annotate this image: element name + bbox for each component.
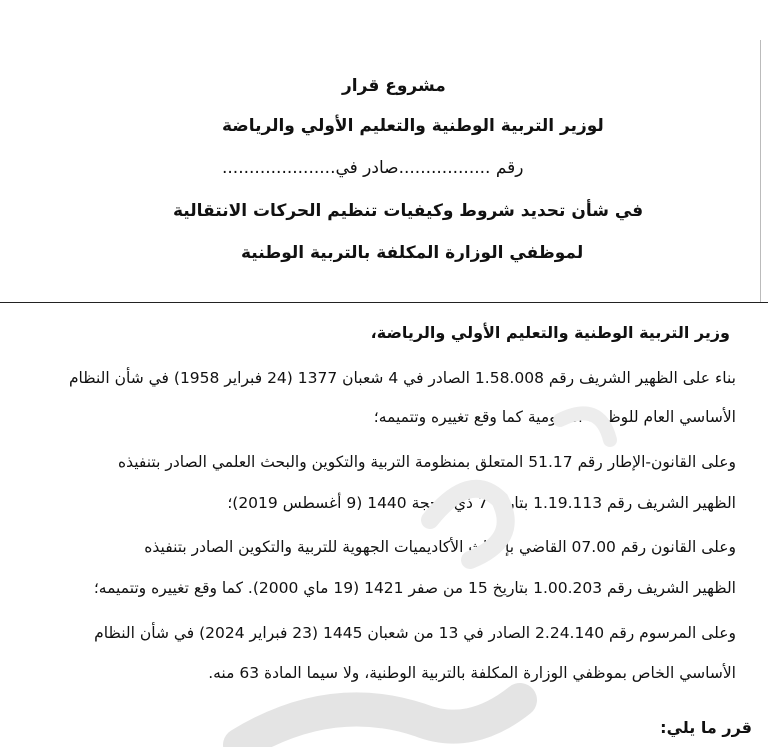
margin-rule xyxy=(760,40,761,302)
paragraph-1-line-1: بناء على الظهير الشريف رقم 1.58.008 الصادر في 4 شعبان 1377 (24 فبراير 1958) في شأن النظام xyxy=(68,369,736,387)
decree-subject-line-1: في شأن تحديد شروط وكيفيات تنظيم الحركات الانتقالية xyxy=(173,201,644,221)
minister-preamble: وزير التربية الوطنية والتعليم الأولي والرياضة، xyxy=(370,323,730,342)
decree-subject-line-2: لموظفي الوزارة المكلفة بالتربية الوطنية xyxy=(241,243,584,263)
paragraph-2-line-2: الظهير الشريف رقم 1.19.113 بتاريخ 7 ذي الحجة 1440 (9 أغسطس 2019)؛ xyxy=(227,494,736,512)
paragraph-1-line-2: الأساسي العام للوظيفة العمومية كما وقع تغييره وتتميمه؛ xyxy=(373,408,736,426)
paragraph-4-line-2: الأساسي الخاص بموظفي الوزارة المكلفة بالتربية الوطنية، ولا سيما المادة 63 منه. xyxy=(208,664,736,682)
paragraph-4-line-1: وعلى المرسوم رقم 2.24.140 الصادر في 13 من شعبان 1445 (23 فبراير 2024) في شأن النظام xyxy=(94,624,736,642)
doc-type-title: مشروع قرار xyxy=(342,76,446,96)
header-divider xyxy=(0,302,768,303)
decree-number-line: رقم .................صادر في..................... xyxy=(222,158,524,178)
paragraph-3-line-1: وعلى القانون رقم 07.00 القاضي بإحداث الأكاديميات الجهوية للتربية والتكوين الصادر بتنفيذه xyxy=(144,538,736,556)
decision-heading: قرر ما يلي: xyxy=(660,718,752,737)
paragraph-2-line-1: وعلى القانون-الإطار رقم 51.17 المتعلق بمنظومة التربية والتكوين والبحث العلمي الصادر بتنفيذه xyxy=(117,453,736,471)
paragraph-3-line-2: الظهير الشريف رقم 1.00.203 بتاريخ 15 من صفر 1421 (19 ماي 2000). كما وقع تغييره وتتميمه؛ xyxy=(93,579,736,597)
minister-title: لوزير التربية الوطنية والتعليم الأولي والرياضة xyxy=(222,116,604,136)
